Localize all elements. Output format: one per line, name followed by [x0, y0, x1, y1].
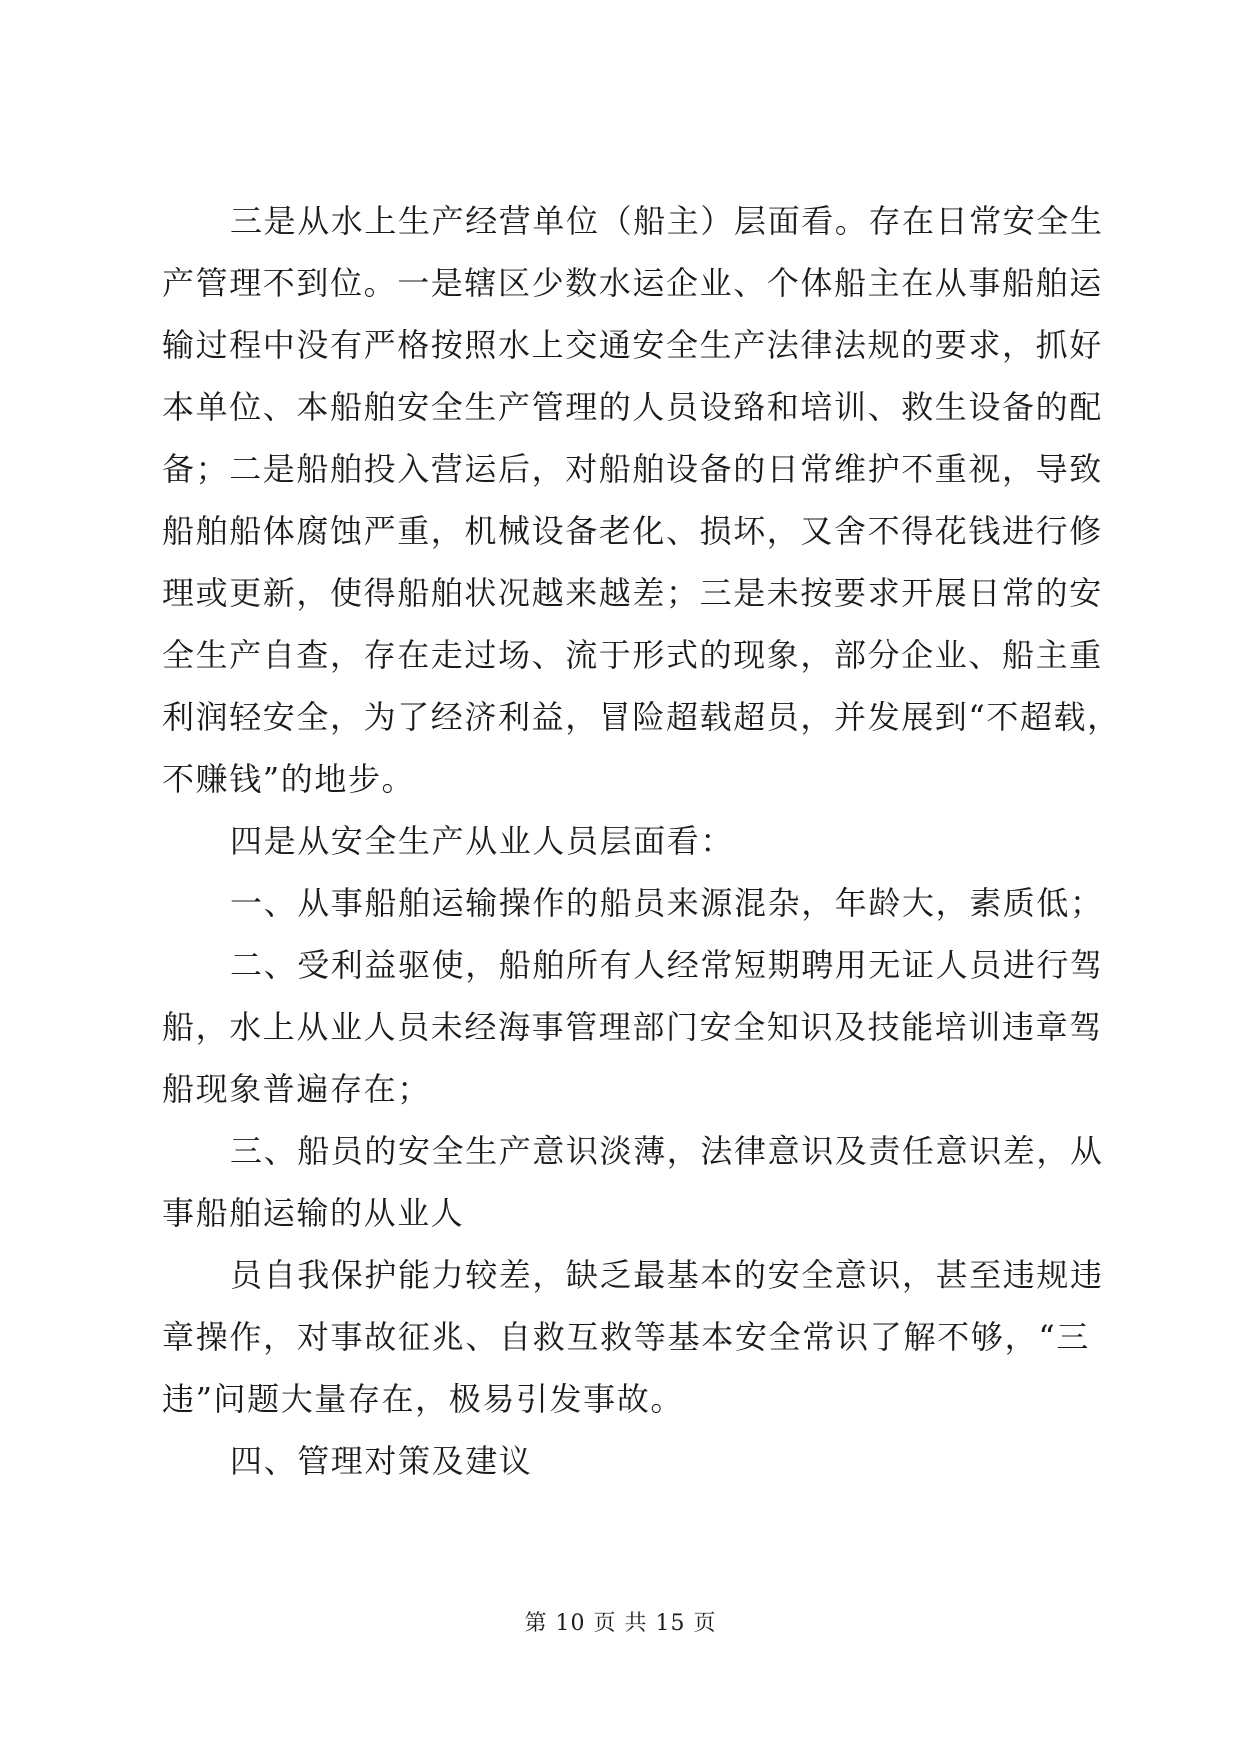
text-line: 不赚钱”的地步。	[162, 760, 416, 798]
text-line: 全生产自查，存在走过场、流于形式的现象，部分企业、船主重	[162, 636, 1103, 674]
text-line: 三是从水上生产经营单位（船主）层面看。存在日常安全生	[230, 202, 1104, 240]
text-line: 违”问题大量存在，极易引发事故。	[162, 1380, 684, 1418]
text-line: 二、受利益驱使，船舶所有人经常短期聘用无证人员进行驾	[230, 946, 1104, 984]
text-line: 事船舶运输的从业人	[162, 1194, 465, 1232]
page-footer: 第 10 页 共 15 页	[524, 1611, 717, 1636]
document-body	[162, 202, 1121, 1505]
text-line: 船现象普遍存在；	[162, 1070, 431, 1108]
text-line: 产管理不到位。一是辖区少数水运企业、个体船主在从事船舶运	[162, 264, 1103, 302]
text-line: 船舶船体腐蚀严重，机械设备老化、损坏，又舍不得花钱进行修	[162, 512, 1103, 550]
text-line: 一、从事船舶运输操作的船员来源混杂，年龄大，素质低；	[230, 884, 1104, 922]
text-line: 备；二是船舶投入营运后，对船舶设备的日常维护不重视，导致	[162, 450, 1103, 488]
text-line: 船，水上从业人员未经海事管理部门安全知识及技能培训违章驾	[162, 1008, 1103, 1046]
text-line: 输过程中没有严格按照水上交通安全生产法律法规的要求，抓好	[162, 326, 1103, 364]
text-line: 理或更新，使得船舶状况越来越差；三是未按要求开展日常的安	[162, 574, 1103, 612]
text-line: 章操作，对事故征兆、自救互救等基本安全常识了解不够，“三	[162, 1318, 1090, 1356]
text-line: 四是从安全生产从业人员层面看：	[230, 822, 735, 860]
text-line: 三、船员的安全生产意识淡薄，法律意识及责任意识差，从	[230, 1132, 1104, 1170]
text-line: 员自我保护能力较差，缺乏最基本的安全意识，甚至违规违	[230, 1256, 1104, 1294]
text-line: 利润轻安全，为了经济利益，冒险超载超员，并发展到“不超载，	[162, 698, 1121, 736]
text-line: 四、管理对策及建议	[230, 1442, 533, 1480]
text-line: 本单位、本船舶安全生产管理的人员设臵和培训、救生设备的配	[162, 388, 1103, 426]
